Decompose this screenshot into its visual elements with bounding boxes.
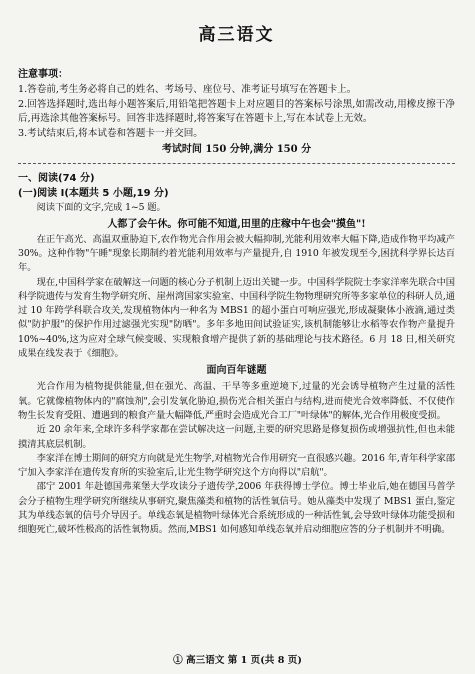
note-item-2: 2.回答选择题时,选出每小题答案后,用铅笔把答题卡上对应题目的答案标号涂黑,如需改动,用橡皮擦干净后,再选涂其他答案标号。回答非选择题时,将答案写在答题卡上,写在本试卷上无效。: [18, 98, 455, 125]
page-footer: ① 高三语文 第 1 页(共 8 页): [173, 655, 302, 666]
exam-time-line: 考试时间 150 分钟,满分 150 分: [161, 144, 312, 156]
page-title: 高三语文: [198, 25, 275, 45]
paragraph: 现在,中国科学家在破解这一问题的核心分子机制上迈出关键一步。中国科学院院士李家洋率先联合中国科学院遗传与发育生物学研究所、崖州湾国家实验室、中国科学院生物物理研究所等多家单位的科研人员,通过 10 年跨学科联合攻关,发现植物体内一种名为 MBS1 的超小蛋白可响应强光,形成凝聚体小液滴,通过类似"防护服"的保护作用过滤强光实现"防晒"。多年多地田间试验证实,该机制能够让水稻等农作物产量提升10%~40%,这为应对全球气候变暖、实现粮食增产提供了新的基础理论与技术路径。6 月 18 日,相关研究成果在线发表于《细胞》。: [18, 276, 455, 360]
paragraph: 邵宁 2001 年赴德国弗莱堡大学攻读分子遗传学,2006 年获得博士学位。博士毕业后,她在德国马普学会分子植物生理学研究所继续从事研究,聚焦藻类和植物的活性氧信号。她从藻类中发现了 MBS1 蛋白,鉴定其为单线态氧的信号介导因子。单线态氧是植物叶绿体光合系统形成的一种活性氧,会导致叶绿体功能受损和细胞死亡,破坏性极高的活性氧物质。然而,MBS1 如何感知单线态氧并启动细胞应答的分子机制并不明确。: [18, 481, 455, 536]
article-subheading: 面向百年谜题: [206, 365, 267, 377]
note-item-1: 1.答卷前,考生务必将自己的姓名、考场号、座位号、准考证号填写在答题卡上。: [18, 84, 357, 95]
paragraph: 光合作用为植物提供能量,但在强光、高温、干旱等多重逆境下,过量的光会诱导植物产生过量的活性氧。它就像植物体内的"腐蚀剂",会引发氧化胁迫,损伤光合相关蛋白与结构,进而使光合效率降低、不仅使作物生长发育受阻、遭遇到的粮食产量大幅降低,严重时会造成光合工厂"叶绿体"的解体,光合作用极度受损。: [18, 381, 455, 421]
note-item-3: 3.考试结束后,将本试卷和答题卡一并交回。: [18, 127, 203, 139]
section-divider: [18, 163, 455, 164]
paragraph: 在正午高光、高温双重胁迫下,农作物光合作用会被大幅抑制,光能利用效率大幅下降,造成作物平均减产 30%。这种作物"午睡"现象长期制约着光能利用效率与产量提升,自 1910 年被发现至今,困扰科学界长达百年。: [18, 233, 455, 274]
subsection-title: (一)阅读 I(本题共 5 小题,19 分): [18, 188, 169, 200]
section-title: 一、阅读(74 分): [18, 173, 95, 185]
paragraph: 李家洋在博士期间的研究方向就是光生物学,对植物光合作用研究一直很感兴趣。2016 年,青年科学家邵宁加入李家洋在遗传发育所的实验室后,让光生物学研究这个方向得以"启航"。: [18, 452, 455, 479]
instruction-text: 阅读下面的文字,完成 1~5 题。: [36, 202, 166, 214]
notes-heading: 注意事项：: [18, 69, 68, 80]
article-title: 人都了会午休。你可能不知道,田里的庄稼中午也会"摸鱼"!: [107, 218, 366, 230]
paragraph: 近 20 余年来,全球许多科学家都在尝试解决这一问题,主要的研究思路是修复损伤或增强抗性,但也未能摸清其底层机制。: [18, 424, 455, 450]
